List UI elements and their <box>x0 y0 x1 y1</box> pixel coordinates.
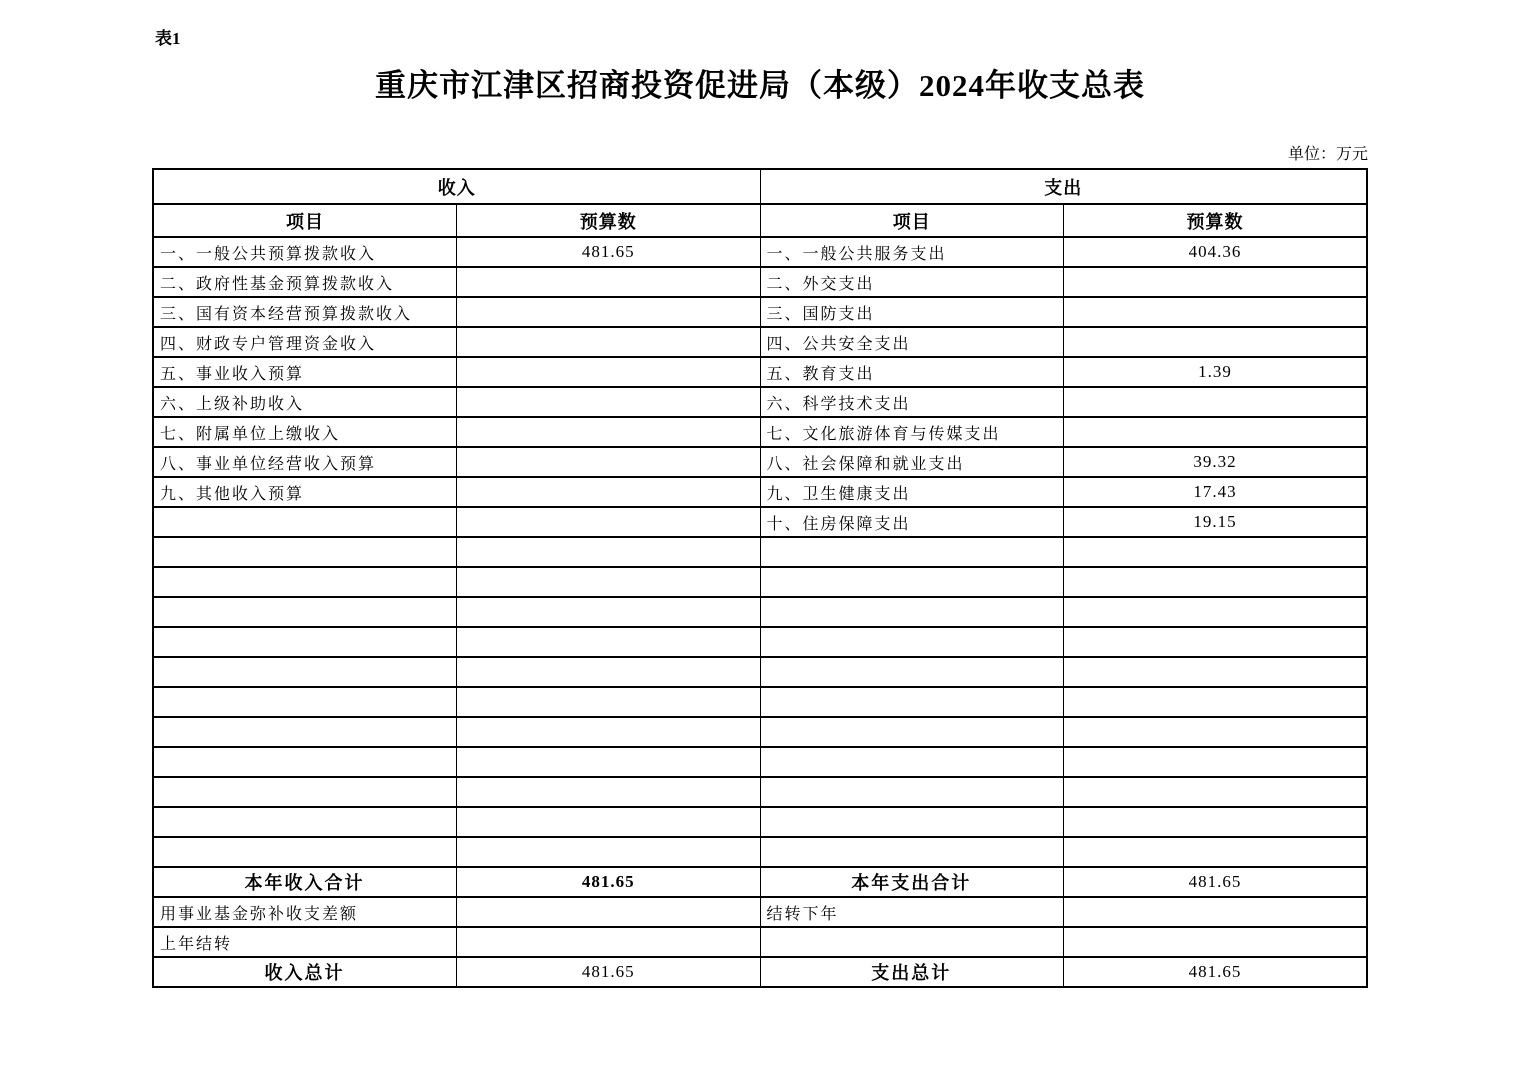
expense-item-cell: 支出总计 <box>760 957 1064 987</box>
expense-budget-column-header: 预算数 <box>1064 204 1368 237</box>
income-budget-cell <box>457 387 761 417</box>
expense-item-cell <box>760 927 1064 957</box>
income-budget-cell <box>457 807 761 837</box>
table-row <box>153 477 1367 507</box>
income-budget-cell <box>457 537 761 567</box>
expense-budget-cell <box>1064 417 1368 447</box>
expense-budget-cell <box>1064 897 1368 927</box>
table-row <box>153 657 1367 687</box>
expense-item-cell <box>760 687 1064 717</box>
expense-budget-cell <box>1064 747 1368 777</box>
expense-item-cell <box>760 777 1064 807</box>
expense-item-cell <box>760 717 1064 747</box>
table-row <box>153 567 1367 597</box>
table-row <box>153 537 1367 567</box>
table-row <box>153 447 1367 477</box>
table-row <box>153 417 1367 447</box>
expense-budget-cell <box>1064 807 1368 837</box>
income-item-cell <box>153 507 457 537</box>
table-body <box>153 237 1367 987</box>
table-row <box>153 327 1367 357</box>
expense-item-cell <box>760 537 1064 567</box>
income-budget-cell <box>457 627 761 657</box>
expense-budget-cell: 39.32 <box>1064 447 1368 477</box>
income-budget-cell <box>457 477 761 507</box>
income-budget-cell <box>457 507 761 537</box>
income-item-cell: 七、附属单位上缴收入 <box>153 417 457 447</box>
expense-item-column-header: 项目 <box>760 204 1064 237</box>
income-budget-cell <box>457 357 761 387</box>
expense-item-cell: 一、一般公共服务支出 <box>760 237 1064 267</box>
table-row <box>153 267 1367 297</box>
expense-budget-cell <box>1064 687 1368 717</box>
income-item-cell <box>153 747 457 777</box>
expense-item-cell: 九、卫生健康支出 <box>760 477 1064 507</box>
expense-item-cell: 二、外交支出 <box>760 267 1064 297</box>
income-budget-cell <box>457 837 761 867</box>
expense-item-cell: 八、社会保障和就业支出 <box>760 447 1064 477</box>
expense-budget-cell <box>1064 777 1368 807</box>
expense-item-cell <box>760 657 1064 687</box>
table-row <box>153 507 1367 537</box>
income-budget-cell <box>457 747 761 777</box>
income-item-cell: 九、其他收入预算 <box>153 477 457 507</box>
expense-budget-cell <box>1064 387 1368 417</box>
income-budget-column-header: 预算数 <box>457 204 761 237</box>
expense-item-cell <box>760 627 1064 657</box>
expense-budget-cell: 481.65 <box>1064 867 1368 897</box>
income-item-cell: 二、政府性基金预算拨款收入 <box>153 267 457 297</box>
expense-item-cell <box>760 597 1064 627</box>
income-item-cell: 上年结转 <box>153 927 457 957</box>
section-header-row <box>153 169 1367 204</box>
unit-note: 单位：万元 <box>1287 146 1368 163</box>
income-item-cell <box>153 537 457 567</box>
expense-item-cell: 本年支出合计 <box>760 867 1064 897</box>
income-section-header: 收入 <box>153 169 760 204</box>
income-item-column-header: 项目 <box>153 204 457 237</box>
table-row <box>153 837 1367 867</box>
table-number-label: 表1 <box>155 29 181 48</box>
expense-budget-cell <box>1064 537 1368 567</box>
income-item-cell <box>153 597 457 627</box>
income-budget-cell: 481.65 <box>457 237 761 267</box>
table-row <box>153 747 1367 777</box>
expense-item-cell <box>760 807 1064 837</box>
income-item-cell <box>153 687 457 717</box>
income-budget-cell <box>457 717 761 747</box>
budget-table <box>152 168 1368 988</box>
income-budget-cell <box>457 687 761 717</box>
income-budget-cell <box>457 657 761 687</box>
table-row <box>153 297 1367 327</box>
summary-row <box>153 957 1367 987</box>
expense-budget-cell: 1.39 <box>1064 357 1368 387</box>
expense-item-cell <box>760 567 1064 597</box>
expense-item-cell: 五、教育支出 <box>760 357 1064 387</box>
table-row <box>153 237 1367 267</box>
expense-budget-cell <box>1064 927 1368 957</box>
expense-item-cell: 结转下年 <box>760 897 1064 927</box>
expense-budget-cell <box>1064 327 1368 357</box>
expense-budget-cell <box>1064 627 1368 657</box>
income-item-cell: 一、一般公共预算拨款收入 <box>153 237 457 267</box>
income-budget-cell: 481.65 <box>457 957 761 987</box>
expense-budget-cell <box>1064 267 1368 297</box>
income-item-cell: 本年收入合计 <box>153 867 457 897</box>
income-budget-cell <box>457 327 761 357</box>
income-budget-cell <box>457 567 761 597</box>
expense-budget-cell <box>1064 567 1368 597</box>
expense-item-cell <box>760 747 1064 777</box>
income-budget-cell <box>457 297 761 327</box>
income-item-cell <box>153 837 457 867</box>
income-item-cell <box>153 567 457 597</box>
income-budget-cell: 481.65 <box>457 867 761 897</box>
expense-budget-cell <box>1064 837 1368 867</box>
summary-row <box>153 927 1367 957</box>
income-item-cell: 三、国有资本经营预算拨款收入 <box>153 297 457 327</box>
income-budget-cell <box>457 417 761 447</box>
expense-item-cell <box>760 837 1064 867</box>
column-header-row <box>153 204 1367 237</box>
expense-budget-cell: 404.36 <box>1064 237 1368 267</box>
table-row <box>153 687 1367 717</box>
table-row <box>153 357 1367 387</box>
income-item-cell <box>153 657 457 687</box>
table-row <box>153 387 1367 417</box>
income-item-cell: 收入总计 <box>153 957 457 987</box>
table-row <box>153 627 1367 657</box>
page-title: 重庆市江津区招商投资促进局（本级）2024年收支总表 <box>375 68 1145 103</box>
expense-item-cell: 十、住房保障支出 <box>760 507 1064 537</box>
income-item-cell: 用事业基金弥补收支差额 <box>153 897 457 927</box>
expense-budget-cell: 19.15 <box>1064 507 1368 537</box>
table-row <box>153 717 1367 747</box>
expense-item-cell: 四、公共安全支出 <box>760 327 1064 357</box>
income-item-cell <box>153 777 457 807</box>
income-item-cell: 四、财政专户管理资金收入 <box>153 327 457 357</box>
expense-section-header: 支出 <box>760 169 1367 204</box>
table-row <box>153 777 1367 807</box>
expense-item-cell: 三、国防支出 <box>760 297 1064 327</box>
expense-budget-cell <box>1064 597 1368 627</box>
expense-budget-cell <box>1064 297 1368 327</box>
expense-item-cell: 六、科学技术支出 <box>760 387 1064 417</box>
income-item-cell <box>153 807 457 837</box>
expense-budget-cell <box>1064 657 1368 687</box>
income-budget-cell <box>457 597 761 627</box>
expense-budget-cell: 481.65 <box>1064 957 1368 987</box>
summary-row <box>153 897 1367 927</box>
income-budget-cell <box>457 897 761 927</box>
income-budget-cell <box>457 267 761 297</box>
expense-budget-cell: 17.43 <box>1064 477 1368 507</box>
expense-budget-cell <box>1064 717 1368 747</box>
income-budget-cell <box>457 927 761 957</box>
summary-row <box>153 867 1367 897</box>
income-item-cell <box>153 717 457 747</box>
income-budget-cell <box>457 447 761 477</box>
expense-item-cell: 七、文化旅游体育与传媒支出 <box>760 417 1064 447</box>
table-row <box>153 597 1367 627</box>
table-row <box>153 807 1367 837</box>
income-item-cell: 五、事业收入预算 <box>153 357 457 387</box>
income-item-cell: 八、事业单位经营收入预算 <box>153 447 457 477</box>
income-budget-cell <box>457 777 761 807</box>
income-item-cell: 六、上级补助收入 <box>153 387 457 417</box>
income-item-cell <box>153 627 457 657</box>
